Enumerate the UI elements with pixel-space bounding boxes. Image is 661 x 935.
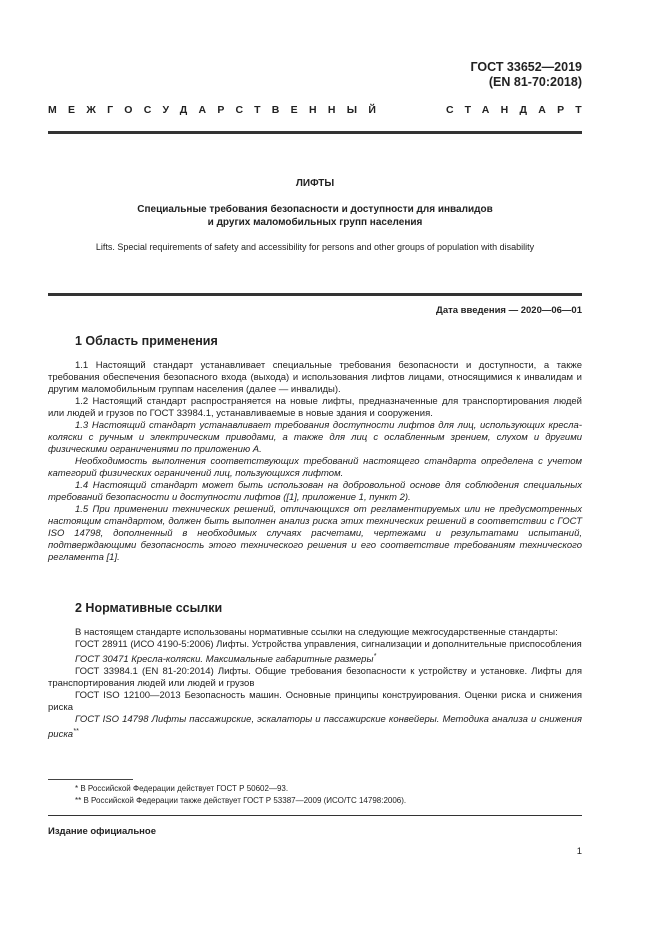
reference-item — [48, 651, 582, 666]
interstate-standard-label — [48, 104, 593, 116]
introduction-date: Дата введения — 2020—06—01 — [436, 305, 582, 316]
reference-item — [48, 639, 582, 651]
footnote-separator — [48, 779, 133, 780]
paragraph: 1.5 При применении технических решений, отличающихся от регламентируемых или не предусмотренных настоящим стандартом, должен быть выполнен анализ риска этих технических решений в соответствии с ГОСТ ISO 14798, дополненный в необходимых случаях расчетами, чертежами и результатами испытаний, подтверждающими безопасность этого технического решения и его соответствие требованиям технического регламента [1]. — [48, 504, 582, 563]
paragraph: Необходимость выполнения соответствующих требований настоящего стандарта определена с учетом категорий физических ограничений лиц, пользующихся лифтом. — [48, 456, 582, 479]
paragraph: 1.1 Настоящий стандарт устанавливает специальные требования безопасности и доступности, а также требования обеспечения безопасного входа (выхода) и использования лифтов лицами, относящимися к инвалидам и другим маломобильным группам населения (далее — инвалиды). — [48, 360, 582, 395]
section-2-body — [48, 627, 582, 741]
paragraph: 1.2 Настоящий стандарт распространяется на новые лифты, предназначенные для транспортирования людей или людей и грузов по ГОСТ 33984.1, устанавливаемые в новые здания и сооружения. — [48, 396, 582, 419]
footnote-marker: * — [373, 653, 377, 660]
standard-word: СТАНДАРТ — [446, 104, 593, 116]
official-edition-label: Издание официальное — [48, 826, 156, 837]
reference-text: ГОСТ 28911 (ИСО 4190-5:2006) Лифты. Устройства управления, сигнализации и дополнительные приспособления — [75, 639, 582, 650]
reference-text: ГОСТ ISO 12100—2013 Безопасность машин. Основные принципы конструирования. Оценки риска и снижения риска — [48, 690, 582, 714]
paragraph: 1.4 Настоящий стандарт может быть использован на добровольной основе для соблюдения специальных требований безопасности и доступности лифтов ([1], приложение 1, пункт 2). — [48, 480, 582, 503]
reference-text: ГОСТ 30471 Кресла-коляски. Максимальные габаритные размеры — [75, 654, 374, 666]
paragraph: В настоящем стандарте использованы нормативные ссылки на следующие межгосударственные стандарты: — [75, 627, 558, 638]
interstate-word: МЕЖГОСУДАРСТВЕННЫЙ — [48, 104, 388, 116]
en-number: (EN 81-70:2018) — [488, 75, 582, 89]
gost-number-block — [470, 60, 582, 90]
gost-number: ГОСТ 33652—2019 — [470, 60, 582, 74]
title-rule — [48, 293, 582, 296]
reference-text: ГОСТ 33984.1 (EN 81-20:2014) Лифты. Общие требования безопасности к устройству и установке. Лифты для транспортирования людей или людей и грузов — [48, 666, 582, 690]
section-1-body — [48, 360, 582, 564]
subtitle-line: и других маломобильных групп населения — [207, 217, 423, 228]
subtitle-line: Специальные требования безопасности и доступности для инвалидов — [137, 204, 493, 215]
page-number: 1 — [576, 846, 582, 857]
footnote: ** В Российской Федерации также действует ГОСТ Р 53387—2009 (ИСО/ТС 14798:2006). — [75, 796, 407, 805]
paragraph: 1.3 Настоящий стандарт устанавливает требования доступности лифтов для лиц, использующих кресла-коляски с ручным и электрическим приводами, а также для лиц с ослабленным зрением, слухом и другими физическими ограничениями по приложению А. — [48, 420, 582, 455]
footnote-marker: ** — [73, 728, 79, 736]
reference-item — [48, 690, 582, 714]
header-rule — [48, 131, 582, 134]
footnote: * В Российской Федерации действует ГОСТ Р 50602—93. — [75, 784, 289, 793]
doc-title: ЛИФТЫ — [295, 178, 335, 189]
reference-text: ГОСТ ISO 14798 Лифты пассажирские, эскалаторы и пассажирские конвейеры. Методика анализа и снижения риска — [48, 714, 582, 741]
reference-item — [48, 714, 582, 741]
english-title: Lifts. Special requirements of safety and accessibility for persons and other groups of population with disability — [95, 242, 535, 252]
section-2-heading: 2 Нормативные ссылки — [75, 601, 223, 615]
reference-item — [48, 666, 582, 690]
doc-subtitle — [48, 203, 582, 229]
references-list — [48, 639, 582, 741]
section-1-heading: 1 Область применения — [75, 334, 218, 348]
footer-rule — [48, 815, 582, 816]
